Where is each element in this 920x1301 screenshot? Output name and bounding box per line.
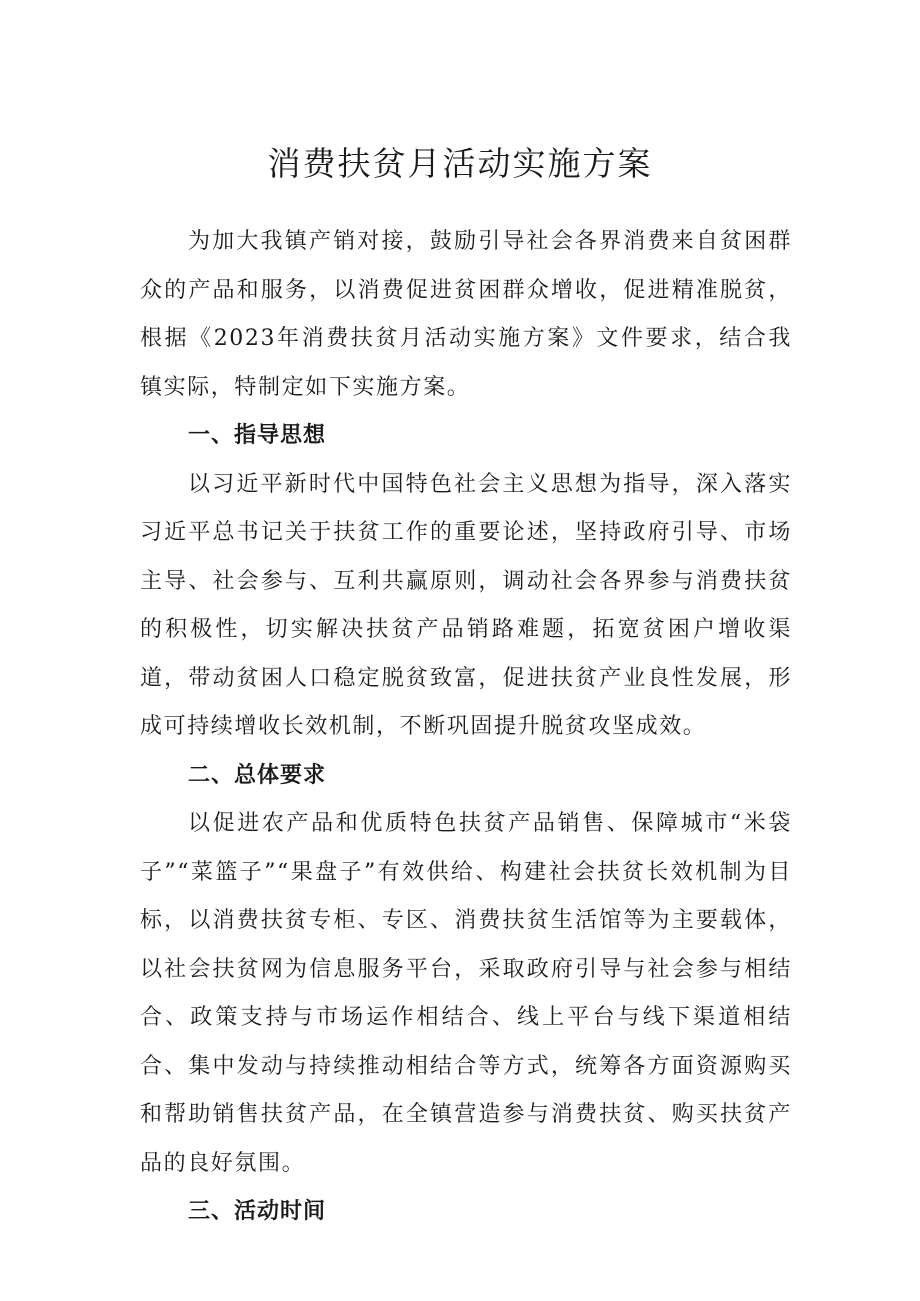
section-heading-activity-time: 三、活动时间 [188, 1199, 327, 1224]
section-heading-guiding-ideology: 一、指导思想 [188, 423, 327, 448]
intro-paragraph: 为加大我镇产销对接，鼓励引导社会各界消费来自贫困群众的产品和服务，以消费促进贫困群众增收，促进精准脱贫，根据《2023年消费扶贫月活动实施方案》文件要求，结合我镇实际，特制定如下实施方案。 [140, 229, 792, 400]
section-heading-general-requirements: 二、总体要求 [188, 762, 327, 788]
document-title: 消费扶贫月活动实施方案 [267, 144, 653, 183]
document-body [140, 218, 792, 1237]
section-paragraph-general-requirements: 以促进农产品和优质特色扶贫产品销售、保障城市“米袋子”“菜篮子”“果盘子”有效供给、构建社会扶贫长效机制为目标，以消费扶贫专柜、专区、消费扶贫生活馆等为主要载体，以社会扶贫网为信息服务平台，采取政府引导与社会参与相结合、政策支持与市场运作相结合、线上平台与线下渠道相结合、集中发动与持续推动相结合等方式，统筹各方面资源购买和帮助销售扶贫产品，在全镇营造参与消费扶贫、购买扶贫产品的良好氛围。 [140, 811, 792, 1176]
section-paragraph-guiding-ideology: 以习近平新时代中国特色社会主义思想为指导，深入落实习近平总书记关于扶贫工作的重要论述，坚持政府引导、市场主导、社会参与、互利共赢原则，调动社会各界参与消费扶贫的积极性，切实解决扶贫产品销路难题，拓宽贫困户增收渠道，带动贫困人口稳定脱贫致富，促进扶贫产业良性发展，形成可持续增收长效机制，不断巩固提升脱贫攻坚成效。 [140, 471, 792, 739]
